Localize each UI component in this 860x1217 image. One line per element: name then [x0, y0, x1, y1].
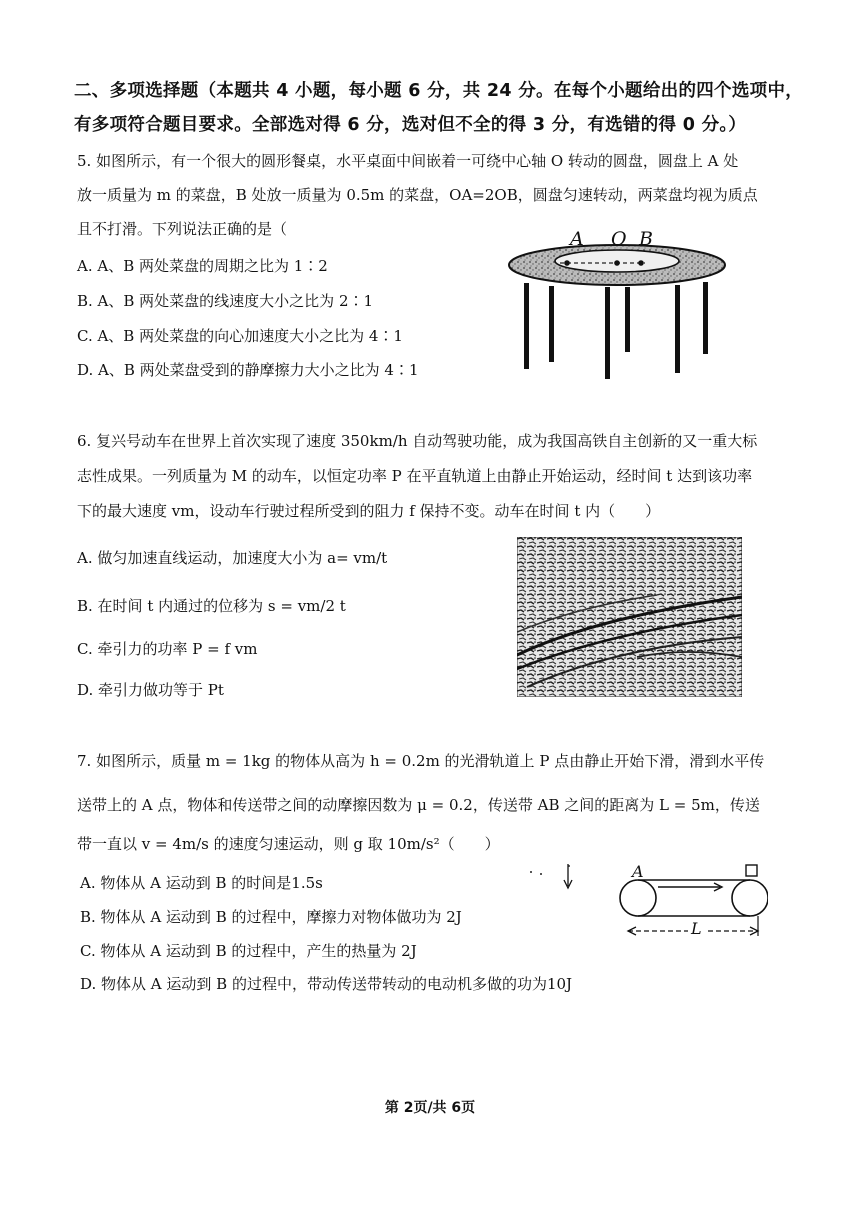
- q5-option-c: C. A、B 两处菜盘的向心加速度大小之比为 4∶1: [77, 327, 403, 345]
- q7-option-b: B. 物体从 A 运动到 B 的过程中，摩擦力对物体做功为 2J: [80, 908, 462, 926]
- q6-option-a: A. 做匀加速直线运动，加速度大小为 a= vm/t: [77, 549, 388, 567]
- q7-option-d: D. 物体从 A 运动到 B 的过程中，带动传送带转动的电动机多做的功为10J: [80, 975, 573, 993]
- figure-label-a: A: [570, 228, 584, 250]
- conveyor-label-l: L: [688, 919, 705, 938]
- q7-option-a: A. 物体从 A 运动到 B 的时间是1.5s: [80, 874, 323, 892]
- q7-stem-line3: 带一直以 v = 4m/s 的速度匀速运动，则 g 取 10m/s²（ ）: [77, 835, 500, 853]
- q6-stem-line1: 6. 复兴号动车在世界上首次实现了速度 350km/h 自动驾驶功能，成为我国高铁自主创新的又一重大标: [77, 432, 758, 450]
- q5-stem-line2: 放一质量为 m 的菜盘，B 处放一质量为 0.5m 的菜盘，OA=2OB，圆盘匀速转动，两菜盘均视为质点: [77, 186, 758, 204]
- figure-label-b: B: [639, 228, 653, 250]
- section-heading-line2: 有多项符合题目要求。全部选对得 6 分，选对但不全的得 3 分，有选错的得 0 分。）: [74, 115, 747, 135]
- figure-label-o: O: [611, 228, 627, 250]
- q5-option-b: B. A、B 两处菜盘的线速度大小之比为 2∶1: [77, 292, 374, 310]
- q5-option-d: D. A、B 两处菜盘受到的静摩擦力大小之比为 4∶1: [77, 361, 419, 379]
- q6-stem-line2: 志性成果。一列质量为 M 的动车，以恒定功率 P 在平直轨道上由静止开始运动，经时间 t 达到该功率: [77, 467, 753, 485]
- bullet-train-photo: [517, 537, 742, 697]
- q6-option-b: B. 在时间 t 内通过的位移为 s = vm/2 t: [77, 597, 346, 615]
- section-heading-line1: 二、多项选择题（本题共 4 小题，每小题 6 分，共 24 分。在每个小题给出的四个选项中，: [74, 81, 804, 101]
- conveyor-label-a: A: [632, 862, 644, 881]
- conveyor-belt-figure: [528, 858, 768, 938]
- q7-stem-line1: 7. 如图所示，质量 m = 1kg 的物体从高为 h = 0.2m 的光滑轨道上 P 点由静止开始下滑，滑到水平传: [77, 752, 765, 770]
- q5-stem-line1: 5. 如图所示，有一个很大的圆形餐桌，水平桌面中间嵌着一可绕中心轴 O 转动的圆盘，圆盘上 A 处: [77, 152, 739, 170]
- q7-option-c: C. 物体从 A 运动到 B 的过程中，产生的热量为 2J: [80, 942, 417, 960]
- q6-option-d: D. 牵引力做功等于 Pt: [77, 681, 224, 699]
- q6-option-c: C. 牵引力的功率 P = f vm: [77, 640, 258, 658]
- page-number: 第 2页/共 6页: [384, 1100, 476, 1116]
- q7-stem-line2: 送带上的 A 点，物体和传送带之间的动摩擦因数为 μ = 0.2，传送带 AB 之间的距离为 L = 5m，传送: [77, 796, 760, 814]
- q5-option-a: A. A、B 两处菜盘的周期之比为 1∶2: [77, 257, 328, 275]
- q5-stem-line3: 且不打滑。下列说法正确的是（: [77, 220, 288, 238]
- q6-stem-line3: 下的最大速度 vm，设动车行驶过程所受到的阻力 f 保持不变。动车在时间 t 内（ ）: [77, 502, 661, 520]
